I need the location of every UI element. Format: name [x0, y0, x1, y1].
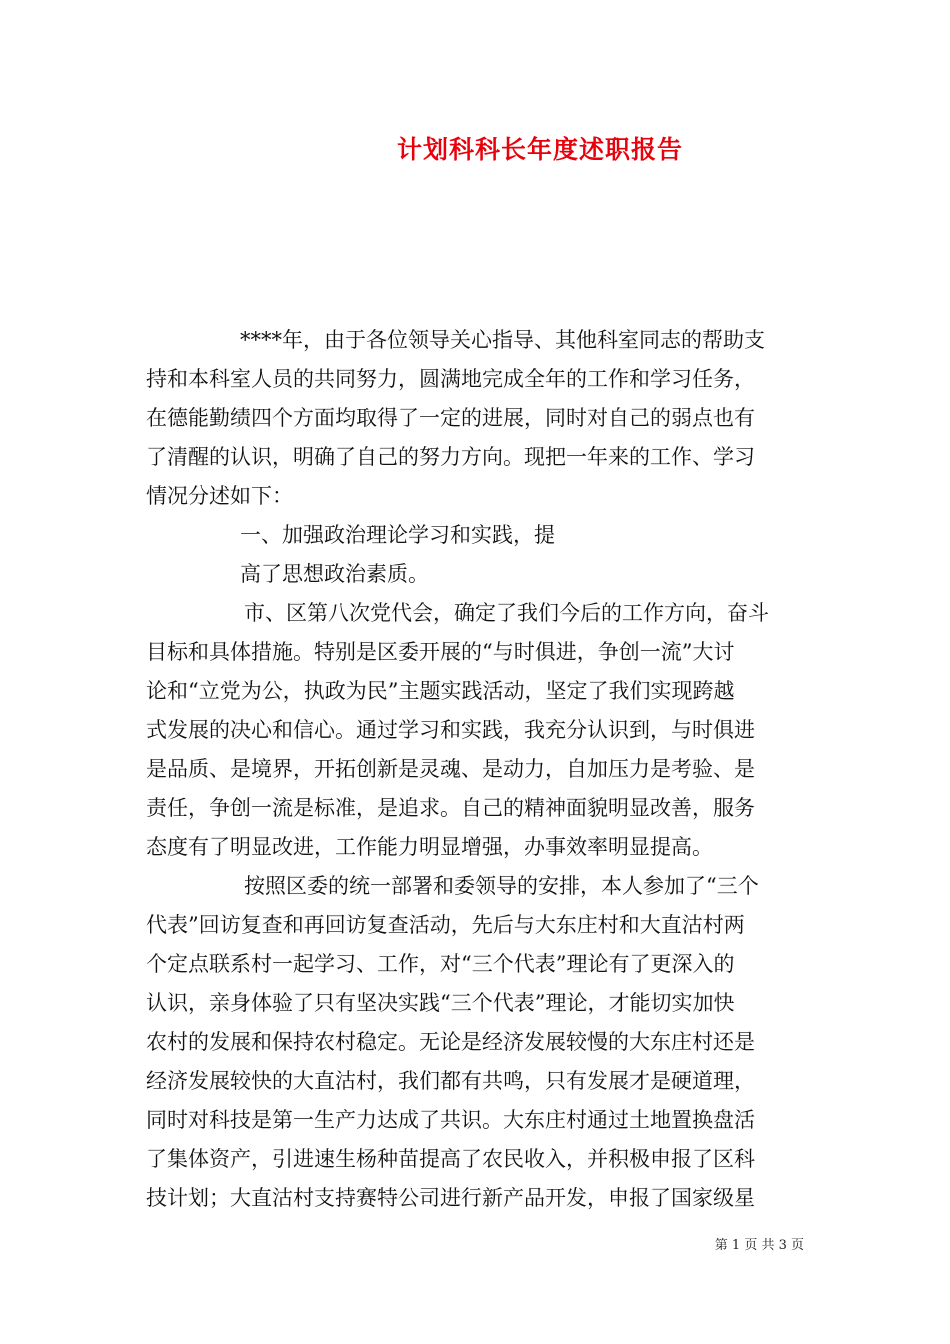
- paragraph-line: 个定点联系村一起学习、工作，对“三个代表”理论有了更深入的: [146, 952, 735, 976]
- paragraph-line: 市、区第八次党代会，确定了我们今后的工作方向，奋斗: [244, 601, 769, 625]
- paragraph-line: 认识，亲身体验了只有坚决实践“三个代表”理论，才能切实加快: [146, 991, 735, 1015]
- paragraph-line: ****年，由于各位领导关心指导、其他科室同志的帮助支: [240, 328, 765, 352]
- paragraph-line: 技计划；大直沽村支持赛特公司进行新产品开发，申报了国家级星: [146, 1186, 755, 1210]
- paragraph-line: 是品质、是境界，开拓创新是灵魂、是动力，自加压力是考验、是: [146, 757, 755, 781]
- document-title: 计划科科长年度述职报告: [396, 135, 683, 164]
- paragraph-line: 按照区委的统一部署和委领导的安排，本人参加了“三个: [244, 874, 759, 898]
- paragraph-line: 同时对科技是第一生产力达成了共识。大东庄村通过土地置换盘活: [146, 1108, 755, 1132]
- paragraph-line: 持和本科室人员的共同努力，圆满地完成全年的工作和学习任务，: [146, 367, 755, 391]
- paragraph-line: 式发展的决心和信心。通过学习和实践，我充分认识到，与时俱进: [146, 718, 755, 742]
- paragraph-line: 经济发展较快的大直沽村，我们都有共鸣，只有发展才是硬道理，: [146, 1069, 755, 1093]
- paragraph-line: 情况分述如下：: [146, 484, 293, 508]
- paragraph-line: 代表”回访复查和再回访复查活动，先后与大东庄村和大直沽村两: [146, 913, 745, 937]
- paragraph-line: 农村的发展和保持农村稳定。无论是经济发展较慢的大东庄村还是: [146, 1030, 755, 1054]
- section-heading-line: 一、加强政治理论学习和实践，提: [240, 523, 555, 547]
- paragraph-line: 了集体资产，引进速生杨种苗提高了农民收入，并积极申报了区科: [146, 1147, 755, 1171]
- paragraph-line: 在德能勤绩四个方面均取得了一定的进展，同时对自己的弱点也有: [146, 406, 755, 430]
- paragraph-line: 目标和具体措施。特别是区委开展的“与时俱进，争创一流”大讨: [146, 640, 735, 664]
- paragraph-line: 态度有了明显改进，工作能力明显增强，办事效率明显提高。: [146, 835, 713, 859]
- section-heading-line: 高了思想政治素质。: [240, 562, 429, 586]
- paragraph-line: 论和“立党为公，执政为民”主题实践活动，坚定了我们实现跨越: [146, 679, 735, 703]
- paragraph-line: 了清醒的认识，明确了自己的努力方向。现把一年来的工作、学习: [146, 445, 755, 469]
- page-number-footer: 第 1 页 共 3 页: [714, 1238, 804, 1253]
- paragraph-line: 责任，争创一流是标准，是追求。自己的精神面貌明显改善，服务: [146, 796, 755, 820]
